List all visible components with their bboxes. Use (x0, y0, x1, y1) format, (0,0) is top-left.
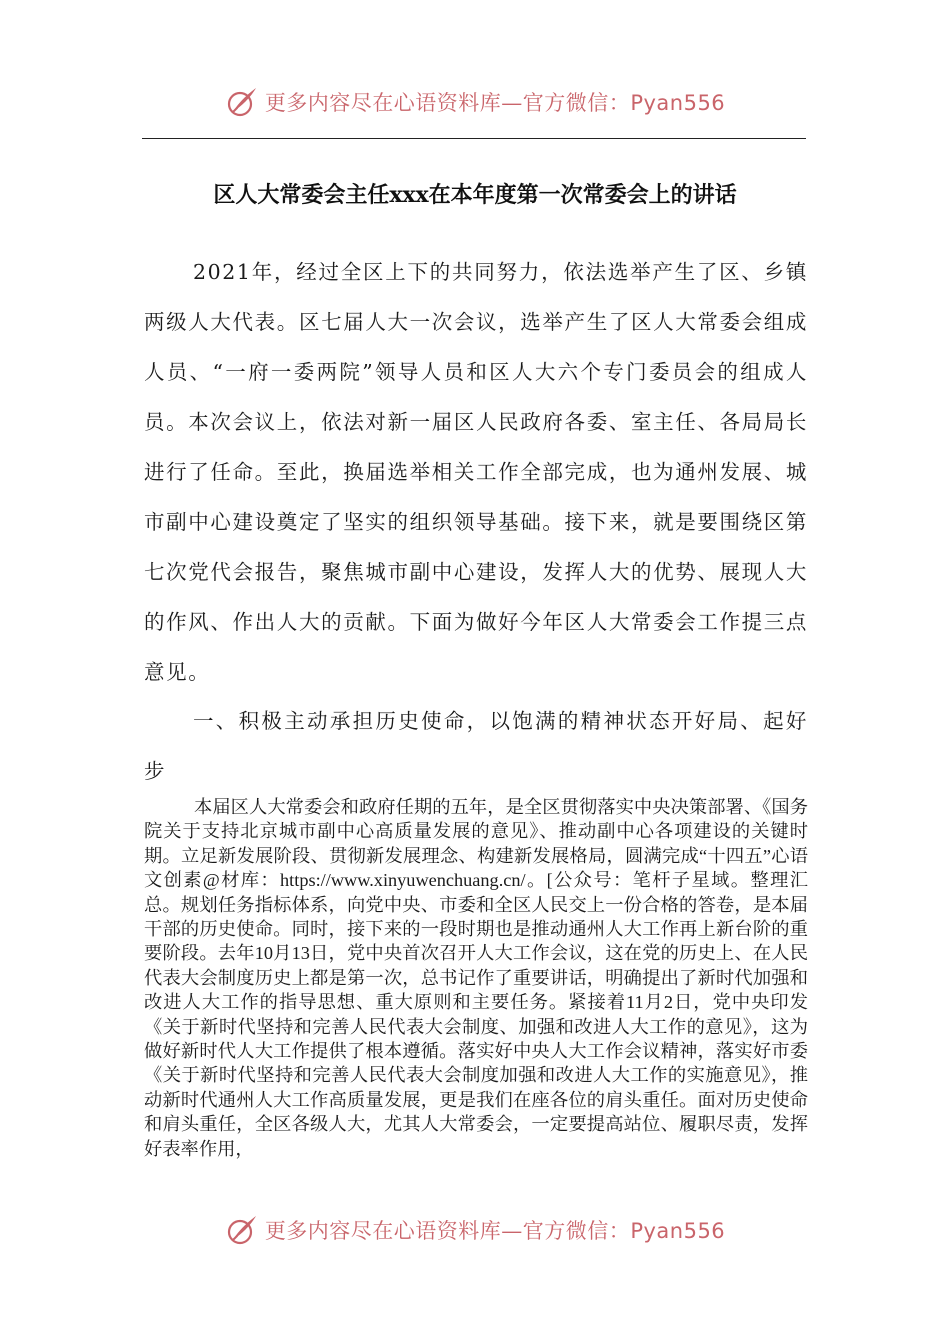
section-heading-1: 一、积极主动承担历史使命，以饱满的精神状态开好局、起好步 (144, 709, 808, 783)
header-banner (0, 82, 950, 122)
banner-label: 更多内容尽在心语资料库—官方微信： (264, 1219, 631, 1243)
quill-pen-circle-icon (225, 1213, 259, 1247)
banner-label: 更多内容尽在心语资料库—官方微信： (264, 91, 631, 115)
quill-pen-circle-icon (225, 85, 259, 119)
banner-handle: Pyan556 (630, 1219, 726, 1243)
banner-text (265, 87, 725, 117)
paragraph-section-1: 本届区人大常委会和政府任期的五年，是全区贯彻落实中央决策部署、《国务院关于支持北京城市副中心高质量发展的意见》、推动副中心各项建设的关键时期。立足新发展阶段、贯彻新发展理念、构建新发展格局，圆满完成“十四五”心语文创素@材库：https://www.xinyuwenchuang.cn/。[公众号：笔杆子星域。整理汇总。规划任务指标体系，向党中央、市委和全区人民交上一份合格的答卷，是本届干部的历史使命。同时，接下来的一段时期也是推动通州人大工作再上新台阶的重要阶段。去年10月13日，党中央首次召开人大工作会议，这在党的历史上、在人民代表大会制度历史上都是第一次，总书记作了重要讲话，明确提出了新时代加强和改进人大工作的指导思想、重大原则和主要任务。紧接着11月2日，党中央印发《关于新时代坚持和完善人民代表大会制度、加强和改进人大工作的意见》，这为做好新时代人大工作提供了根本遵循。落实好中央人大工作会议精神，落实好市委《关于新时代坚持和完善人民代表大会制度加强和改进人大工作的实施意见》，推动新时代通州人大工作高质量发展，更是我们在座各位的肩头重任。面对历史使命和肩头重任，全区各级人大，尤其人大常委会，一定要提高站位、履职尽责，发挥好表率作用， (144, 797, 808, 1159)
footer-banner (0, 1210, 950, 1250)
banner-text (265, 1215, 725, 1245)
paragraph-intro: 2021年，经过全区上下的共同努力，依法选举产生了区、乡镇两级人大代表。区七届人大一次会议，选举产生了区人大常委会组成人员、“一府一委两院”领导人员和区人大六个专门委员会的组成人员。本次会议上，依法对新一届区人民政府各委、室主任、各局局长进行了任命。至此，换届选举相关工作全部完成，也为通州发展、城市副中心建设奠定了坚实的组织领导基础。接下来，就是要围绕区第七次党代会报告，聚焦城市副中心建设，发挥人大的优势、展现人大的作风、作出人大的贡献。下面为做好今年区人大常委会工作提三点意见。 (144, 260, 808, 684)
banner-handle: Pyan556 (630, 91, 726, 115)
header-divider (142, 138, 806, 139)
document-title: 区人大常委会主任xxx在本年度第一次常委会上的讲话 (213, 182, 737, 208)
